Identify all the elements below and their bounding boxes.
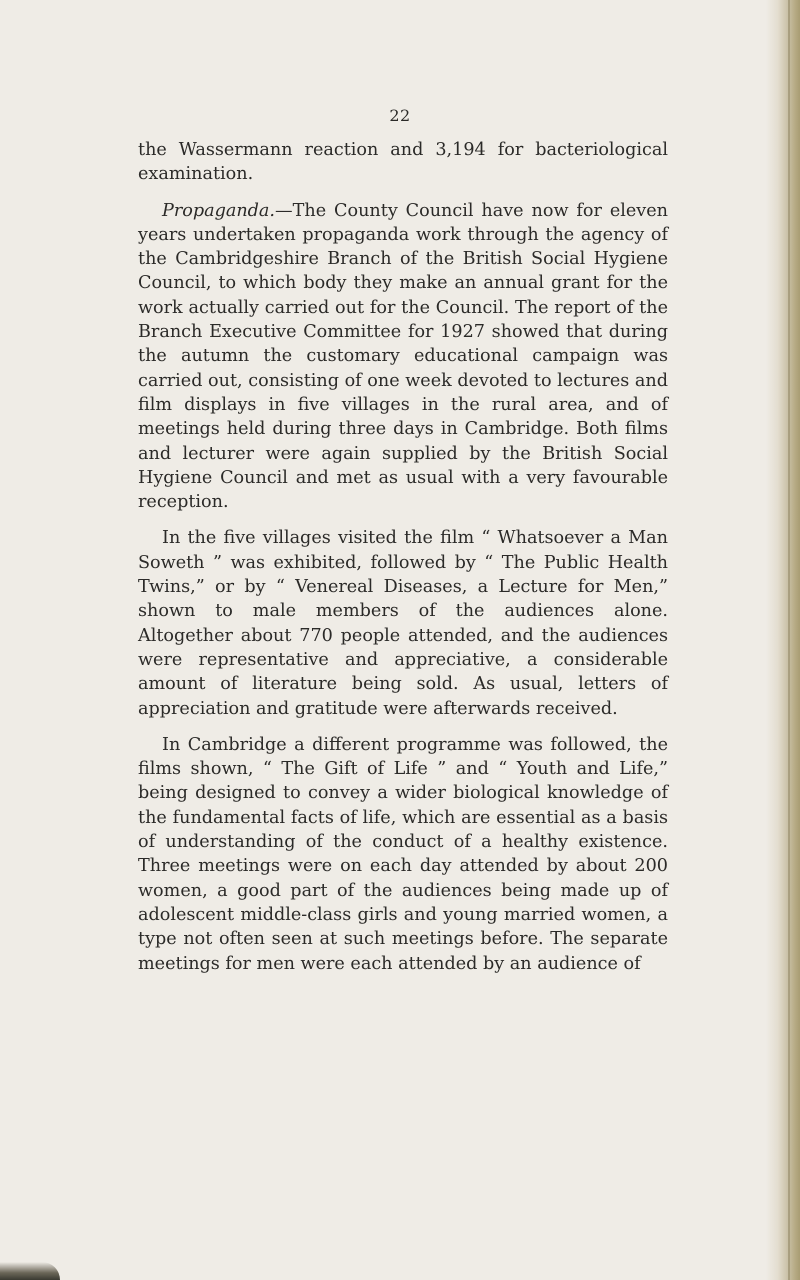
- page-corner-shadow: [0, 1262, 60, 1280]
- paragraph-1: the Wassermann reaction and 3,194 for bacteriological examination.: [138, 140, 668, 185]
- page-edge-shadow: [766, 0, 800, 1280]
- page-number: 22: [389, 106, 411, 125]
- section-heading: Propaganda.: [162, 200, 276, 221]
- paragraph-4: In Cambridge a different programme was followed, the films shown, “ The Gift of Life ” and “ Youth and Life,” being designed to convey a wider biological knowledge of the fundamental facts of life, which are essential as a basis of understanding of the conduct of a healthy existence. Three meetings were on each day attended by about 200 women, a good part of the audiences being made up of adolescent middle-class girls and young married women, a type not often seen at such meetings before. The separate meetings for men were each attended by an audience of: [138, 734, 668, 974]
- paragraph-3: In the five villages visited the film “ Whatsoever a Man Soweth ” was exhibited, followed by “ The Public Health Twins,” or by “ Venereal Diseases, a Lecture for Men,” shown to male members of the audiences alone. Altogether about 770 people attended, and the audiences were representative and appreciative, a considerable amount of literature being sold. As usual, letters of appreciation and gratitude were afterwards received.: [138, 528, 668, 719]
- paragraph-2-text: —The County Council have now for eleven years undertaken propaganda work through the agency of the Cambridgeshire Branch of the British Social Hygiene Council, to which body they make an annual grant for the work actually carried out for the Council. The report of the Branch Executive Committee for 1927 showed that during the autumn the customary educational campaign was carried out, consisting of one week devoted to lectures and film displays in five villages in the rural area, and of meetings held during three days in Cambridge. Both films and lecturer were again supplied by the British Social Hygiene Council and met as usual with a very favourable reception.: [138, 200, 668, 513]
- body-text: [138, 138, 668, 976]
- page-edge-line: [788, 0, 790, 1280]
- paragraph-2: [138, 199, 668, 515]
